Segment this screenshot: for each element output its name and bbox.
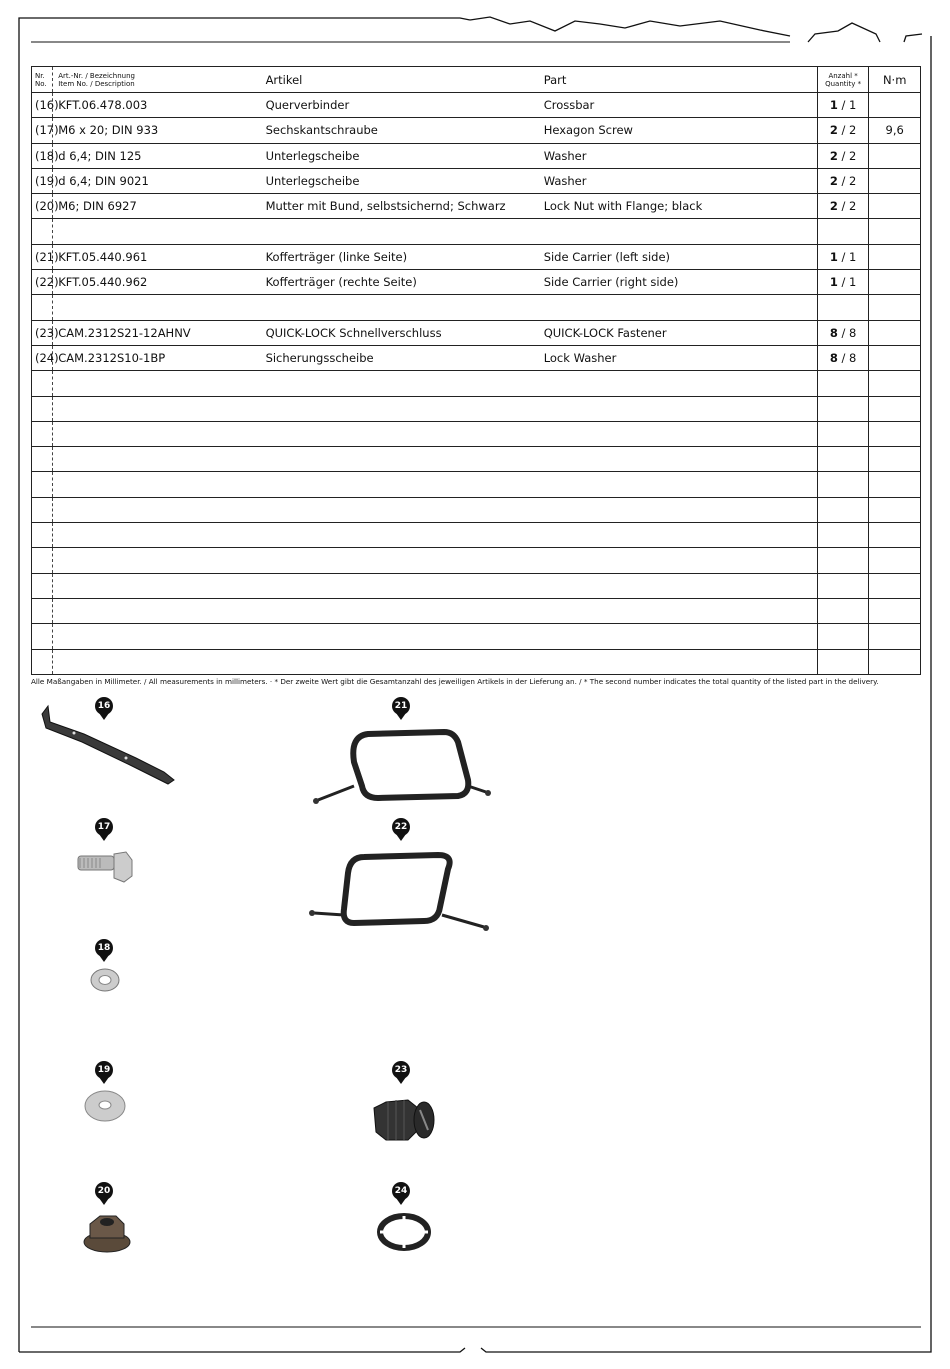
row-part <box>539 523 818 548</box>
row-number: (24) <box>32 345 53 370</box>
row-artikel: Querverbinder <box>261 93 539 118</box>
quantity-total: / 1 <box>841 98 857 113</box>
quantity-count: 2 <box>829 199 838 214</box>
row-torque <box>869 472 921 497</box>
row-number <box>32 421 53 446</box>
row-part <box>539 219 818 244</box>
row-torque <box>869 295 921 320</box>
row-number: (18) <box>32 143 53 168</box>
row-item-no <box>53 497 261 522</box>
row-torque: 9,6 <box>869 118 921 143</box>
quantity-count: 1 <box>829 98 838 113</box>
row-number <box>32 295 53 320</box>
table-header <box>32 67 921 93</box>
row-quantity <box>817 295 869 320</box>
row-item-no: d 6,4; DIN 9021 <box>53 168 261 193</box>
row-part <box>539 598 818 623</box>
row-part: Lock Washer <box>539 345 818 370</box>
quantity-total: / 2 <box>841 199 857 214</box>
table-row <box>32 345 921 370</box>
row-artikel: Unterlegscheibe <box>261 168 539 193</box>
quick-lock-fastener-icon <box>368 1090 438 1146</box>
row-torque <box>869 345 921 370</box>
quantity-total: / 1 <box>841 275 857 290</box>
quantity-count: 2 <box>829 123 838 138</box>
row-artikel <box>261 371 539 396</box>
row-item-no: M6; DIN 6927 <box>53 194 261 219</box>
header-artikel: Artikel <box>261 67 539 93</box>
row-quantity <box>817 93 869 118</box>
row-quantity <box>817 421 869 446</box>
row-part: Washer <box>539 168 818 193</box>
table-row <box>32 548 921 573</box>
quantity-total: / 1 <box>841 249 857 264</box>
row-quantity <box>817 219 869 244</box>
row-part: QUICK-LOCK Fastener <box>539 320 818 345</box>
row-quantity <box>817 472 869 497</box>
row-number <box>32 523 53 548</box>
row-torque <box>869 93 921 118</box>
row-item-no <box>53 598 261 623</box>
row-number <box>32 497 53 522</box>
row-part <box>539 497 818 522</box>
row-number: (23) <box>32 320 53 345</box>
row-quantity <box>817 371 869 396</box>
row-quantity <box>817 320 869 345</box>
row-artikel <box>261 624 539 649</box>
row-artikel: Unterlegscheibe <box>261 143 539 168</box>
row-number <box>32 624 53 649</box>
row-quantity <box>817 270 869 295</box>
table-row <box>32 447 921 472</box>
row-item-no <box>53 523 261 548</box>
row-torque <box>869 320 921 345</box>
table-row <box>32 523 921 548</box>
row-item-no: CAM.2312S10-1BP <box>53 345 261 370</box>
part-pin-22: 22 <box>392 818 410 842</box>
table-row <box>32 118 921 143</box>
row-item-no: KFT.05.440.962 <box>53 270 261 295</box>
row-item-no <box>53 447 261 472</box>
row-torque <box>869 447 921 472</box>
parts-table <box>31 66 921 675</box>
row-artikel: Sicherungsscheibe <box>261 345 539 370</box>
row-torque <box>869 371 921 396</box>
part-pin-20: 20 <box>95 1182 113 1206</box>
row-quantity <box>817 598 869 623</box>
header-nr: Nr. No. <box>32 67 53 93</box>
row-item-no <box>53 649 261 674</box>
quantity-count: 1 <box>829 249 838 264</box>
row-artikel <box>261 295 539 320</box>
row-part <box>539 649 818 674</box>
row-artikel: Sechskantschraube <box>261 118 539 143</box>
quantity-count: 2 <box>829 174 838 189</box>
row-part: Hexagon Screw <box>539 118 818 143</box>
row-artikel <box>261 447 539 472</box>
table-row <box>32 371 921 396</box>
row-number <box>32 371 53 396</box>
row-torque <box>869 598 921 623</box>
row-artikel <box>261 472 539 497</box>
row-torque <box>869 573 921 598</box>
table-row <box>32 320 921 345</box>
row-item-no: KFT.06.478.003 <box>53 93 261 118</box>
row-part <box>539 472 818 497</box>
side-carrier-right-icon <box>308 845 494 935</box>
row-quantity <box>817 573 869 598</box>
row-part <box>539 295 818 320</box>
hexagon-screw-icon <box>76 850 136 886</box>
table-row <box>32 624 921 649</box>
row-part: Washer <box>539 143 818 168</box>
quantity-total: / 2 <box>841 148 857 163</box>
row-part <box>539 371 818 396</box>
row-item-no: CAM.2312S21-12AHNV <box>53 320 261 345</box>
row-torque <box>869 548 921 573</box>
row-quantity <box>817 345 869 370</box>
row-item-no <box>53 371 261 396</box>
row-item-no <box>53 548 261 573</box>
row-quantity <box>817 143 869 168</box>
row-number <box>32 573 53 598</box>
part-pin-23: 23 <box>392 1061 410 1085</box>
row-torque <box>869 523 921 548</box>
row-torque <box>869 219 921 244</box>
row-number <box>32 396 53 421</box>
table-row <box>32 168 921 193</box>
row-number <box>32 447 53 472</box>
row-number: (22) <box>32 270 53 295</box>
header-quantity: Anzahl * Quantity * <box>817 67 869 93</box>
row-part <box>539 447 818 472</box>
washer-large-icon <box>82 1088 128 1124</box>
measurement-footnote: Alle Maßangaben in Millimeter. / All measurements in millimeters. · * Der zweite Wert gibt die Gesamtanzahl des jeweiligen Artikels in der Lieferung an. / * The second number indicates the total quantity of the listed part in the delivery. <box>31 677 879 686</box>
row-part: Side Carrier (right side) <box>539 270 818 295</box>
header-part: Part <box>539 67 818 93</box>
row-torque <box>869 649 921 674</box>
row-quantity <box>817 396 869 421</box>
part-pin-16: 16 <box>95 697 113 721</box>
row-item-no: KFT.05.440.961 <box>53 244 261 269</box>
quantity-count: 1 <box>829 275 838 290</box>
row-torque <box>869 270 921 295</box>
row-artikel <box>261 548 539 573</box>
table-row <box>32 143 921 168</box>
row-quantity <box>817 548 869 573</box>
row-number <box>32 472 53 497</box>
part-pin-18: 18 <box>95 939 113 963</box>
quantity-total: / 2 <box>841 174 857 189</box>
row-part <box>539 624 818 649</box>
lock-nut-icon <box>82 1212 132 1254</box>
row-part <box>539 421 818 446</box>
row-quantity <box>817 523 869 548</box>
row-torque <box>869 168 921 193</box>
quantity-total: / 8 <box>841 325 857 340</box>
row-item-no <box>53 573 261 598</box>
quantity-count: 8 <box>829 351 838 366</box>
row-number: (19) <box>32 168 53 193</box>
row-torque <box>869 244 921 269</box>
row-artikel <box>261 573 539 598</box>
quantity-total: / 8 <box>841 351 857 366</box>
row-torque <box>869 497 921 522</box>
row-item-no: M6 x 20; DIN 933 <box>53 118 261 143</box>
row-number: (21) <box>32 244 53 269</box>
table-row <box>32 472 921 497</box>
part-pin-19: 19 <box>95 1061 113 1085</box>
table-row <box>32 598 921 623</box>
table-row <box>32 573 921 598</box>
row-item-no: d 6,4; DIN 125 <box>53 143 261 168</box>
part-pin-21: 21 <box>392 697 410 721</box>
quantity-count: 2 <box>829 148 838 163</box>
row-item-no <box>53 396 261 421</box>
row-quantity <box>817 624 869 649</box>
row-number: (16) <box>32 93 53 118</box>
row-part <box>539 573 818 598</box>
row-torque <box>869 143 921 168</box>
row-quantity <box>817 118 869 143</box>
table-row <box>32 194 921 219</box>
row-number: (20) <box>32 194 53 219</box>
row-torque <box>869 194 921 219</box>
row-part: Side Carrier (left side) <box>539 244 818 269</box>
row-artikel <box>261 421 539 446</box>
row-number <box>32 649 53 674</box>
row-torque <box>869 396 921 421</box>
part-pin-17: 17 <box>95 818 113 842</box>
row-quantity <box>817 497 869 522</box>
row-artikel <box>261 396 539 421</box>
row-artikel <box>261 649 539 674</box>
row-quantity <box>817 649 869 674</box>
row-artikel: Mutter mit Bund, selbstsichernd; Schwarz <box>261 194 539 219</box>
row-quantity <box>817 194 869 219</box>
row-item-no <box>53 295 261 320</box>
row-item-no <box>53 472 261 497</box>
row-artikel <box>261 497 539 522</box>
quantity-total: / 2 <box>841 123 857 138</box>
row-item-no <box>53 624 261 649</box>
row-part: Lock Nut with Flange; black <box>539 194 818 219</box>
table-row <box>32 93 921 118</box>
row-quantity <box>817 447 869 472</box>
row-artikel: Kofferträger (rechte Seite) <box>261 270 539 295</box>
table-row <box>32 244 921 269</box>
row-artikel: Kofferträger (linke Seite) <box>261 244 539 269</box>
row-part: Crossbar <box>539 93 818 118</box>
row-item-no <box>53 421 261 446</box>
table-row <box>32 270 921 295</box>
row-item-no <box>53 219 261 244</box>
row-quantity <box>817 244 869 269</box>
header-torque: N·m <box>869 67 921 93</box>
row-number <box>32 598 53 623</box>
washer-icon <box>88 966 122 994</box>
row-artikel <box>261 523 539 548</box>
row-part <box>539 548 818 573</box>
row-torque <box>869 421 921 446</box>
row-artikel: QUICK-LOCK Schnellverschluss <box>261 320 539 345</box>
row-artikel <box>261 219 539 244</box>
table-row <box>32 295 921 320</box>
part-pin-24: 24 <box>392 1182 410 1206</box>
table-row <box>32 396 921 421</box>
quantity-count: 8 <box>829 325 838 340</box>
lock-washer-icon <box>376 1212 432 1252</box>
row-number <box>32 548 53 573</box>
row-number: (17) <box>32 118 53 143</box>
row-number <box>32 219 53 244</box>
table-row <box>32 497 921 522</box>
header-item-no: Art.-Nr. / Bezeichnung Item No. / Description <box>53 67 261 93</box>
side-carrier-left-icon <box>308 722 494 812</box>
table-row <box>32 649 921 674</box>
crossbar-icon <box>36 700 186 790</box>
table-row <box>32 219 921 244</box>
row-quantity <box>817 168 869 193</box>
row-artikel <box>261 598 539 623</box>
row-part <box>539 396 818 421</box>
table-row <box>32 421 921 446</box>
row-torque <box>869 624 921 649</box>
